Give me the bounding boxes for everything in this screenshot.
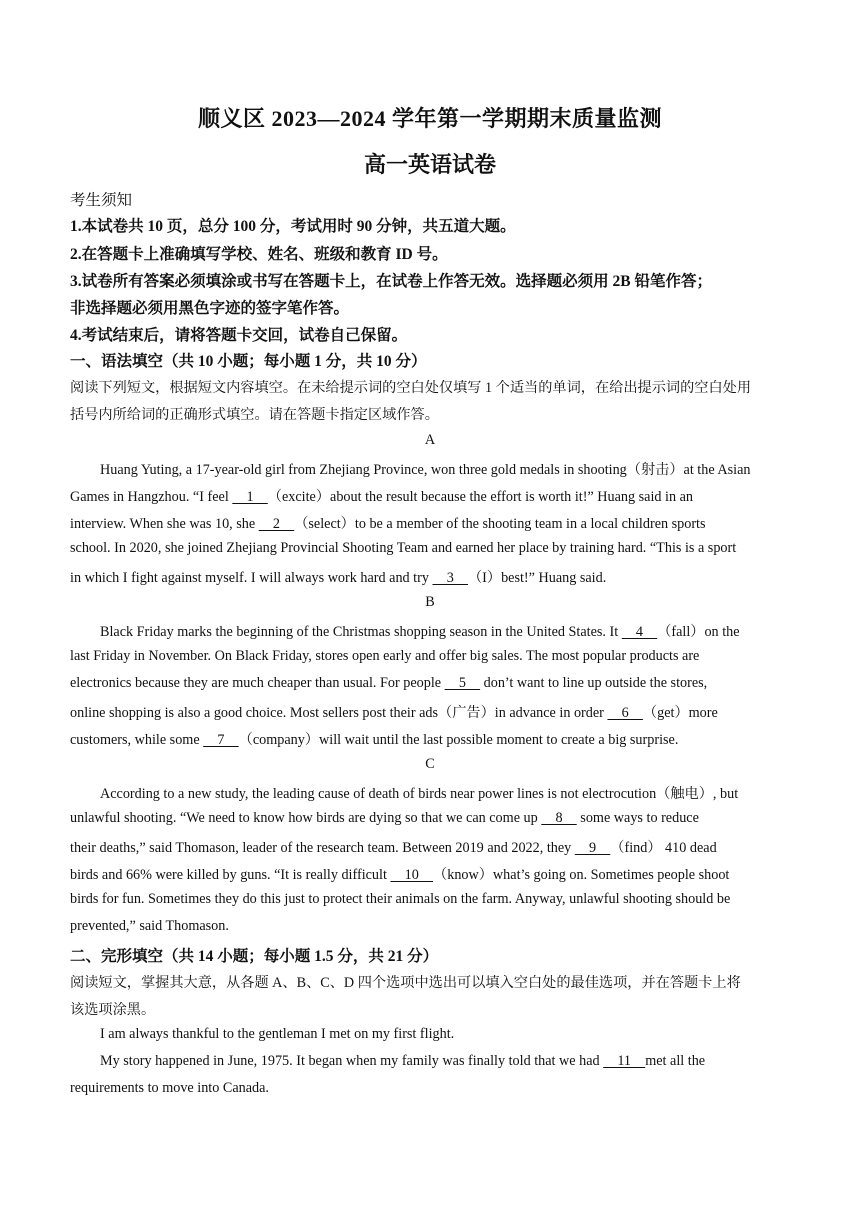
exam-subtitle: 高一英语试卷 (363, 152, 496, 177)
blank-6: 6 (607, 705, 643, 721)
notice-item: 4.考试结束后，请将答题卡交回，试卷自己保留。 (70, 327, 408, 344)
passage-c-line: prevented,” said Thomason. (70, 918, 229, 934)
blank-10: 10 (390, 867, 434, 883)
passage-c-line: their deaths,” said Thomason, leader of the research team. Between 2019 and 2022, they 9 （find） 410 dead (70, 840, 717, 856)
exam-title: 顺义区 2023—2024 学年第一学期期末质量监测 (197, 106, 662, 131)
cloze-paragraph: I am always thankful to the gentleman I met on my first flight. (100, 1026, 455, 1042)
passage-label-c: C (425, 756, 435, 772)
passage-c-line: unlawful shooting. “We need to know how birds are dying so that we can come up 8 some ways to reduce (70, 810, 699, 826)
section1-instruction: 括号内所给词的正确形式填空。请在答题卡指定区域作答。 (70, 407, 439, 423)
blank-2: 2 (258, 516, 295, 532)
blank-5: 5 (444, 675, 481, 691)
notice-heading: 考生须知 (70, 192, 133, 209)
passage-b-line: customers, while some 7 （company）will wait until the last possible moment to create a big surprise. (70, 732, 679, 748)
passage-b-line: last Friday in November. On Black Friday, stores open early and offer big sales. The most popular products are (70, 648, 700, 664)
passage-label-a: A (424, 432, 436, 448)
blank-11: 11 (603, 1053, 646, 1069)
passage-b-line: electronics because they are much cheaper than usual. For people 5 don’t want to line up outside the stores, (70, 675, 708, 691)
blank-7: 7 (203, 732, 239, 748)
passage-a-line: interview. When she was 10, she 2 （select）to be a member of the shooting team in a local children sports (70, 516, 706, 532)
notice-item: 3.试卷所有答案必须填涂或书写在答题卡上，在试卷上作答无效。选择题必须用 2B 铅笔作答； (70, 273, 712, 290)
passage-c-line: According to a new study, the leading cause of death of birds near power lines is not electrocution（触电）, but (100, 786, 739, 802)
passage-a-line: Games in Hangzhou. “I feel 1 （excite）about the result because the effort is worth it!” Huang said in an (70, 489, 694, 505)
passage-a-line: school. In 2020, she joined Zhejiang Provincial Shooting Team and earned her place by training hard. “This is a sport (70, 540, 737, 556)
blank-9: 9 (574, 840, 611, 856)
passage-b-line: online shopping is also a good choice. Most sellers post their ads（广告）in advance in order 6 （get）more (70, 705, 718, 721)
passage-c-line: birds and 66% were killed by guns. “It is really difficult 10 （know）what’s going on. Sometimes people shoot (70, 867, 730, 883)
passage-a-line: Huang Yuting, a 17-year-old girl from Zhejiang Province, won three gold medals in shooting（射击）at the Asian (100, 462, 751, 478)
section2-heading: 二、完形填空（共 14 小题；每小题 1.5 分，共 21 分） (70, 948, 439, 965)
notice-item: 1.本试卷共 10 页，总分 100 分，考试用时 90 分钟，共五道大题。 (70, 218, 516, 235)
section2-instruction: 该选项涂黑。 (70, 1002, 156, 1018)
passage-c-line: birds for fun. Sometimes they do this just to protect their animals on the farm. Anyway, unlawful shooting should be (70, 891, 731, 907)
section1-heading: 一、语法填空（共 10 小题；每小题 1 分，共 10 分） (70, 353, 427, 370)
section2-instruction: 阅读短文，掌握其大意，从各题 A、B、C、D 四个选项中选出可以填入空白处的最佳选项，并在答题卡上将 (70, 975, 741, 991)
passage-b-line: Black Friday marks the beginning of the Christmas shopping season in the United States. It 4 （fall）on the (100, 624, 740, 640)
blank-3: 3 (432, 570, 468, 586)
blank-1: 1 (232, 489, 268, 505)
blank-8: 8 (541, 810, 577, 826)
passage-label-b: B (425, 594, 435, 610)
section1-instruction: 阅读下列短文，根据短文内容填空。在未给提示词的空白处仅填写 1 个适当的单词，在给出提示词的空白处用 (70, 380, 752, 396)
cloze-paragraph: My story happened in June, 1975. It began when my family was finally told that we had 11 met all the (100, 1053, 706, 1069)
notice-item: 非选择题必须用黑色字迹的签字笔作答。 (70, 300, 350, 317)
notice-item: 2.在答题卡上准确填写学校、姓名、班级和教育 ID 号。 (70, 246, 448, 263)
cloze-paragraph: requirements to move into Canada. (70, 1080, 269, 1096)
passage-a-line: in which I fight against myself. I will always work hard and try 3 （I）best!” Huang said. (70, 570, 607, 586)
blank-4: 4 (621, 624, 658, 640)
